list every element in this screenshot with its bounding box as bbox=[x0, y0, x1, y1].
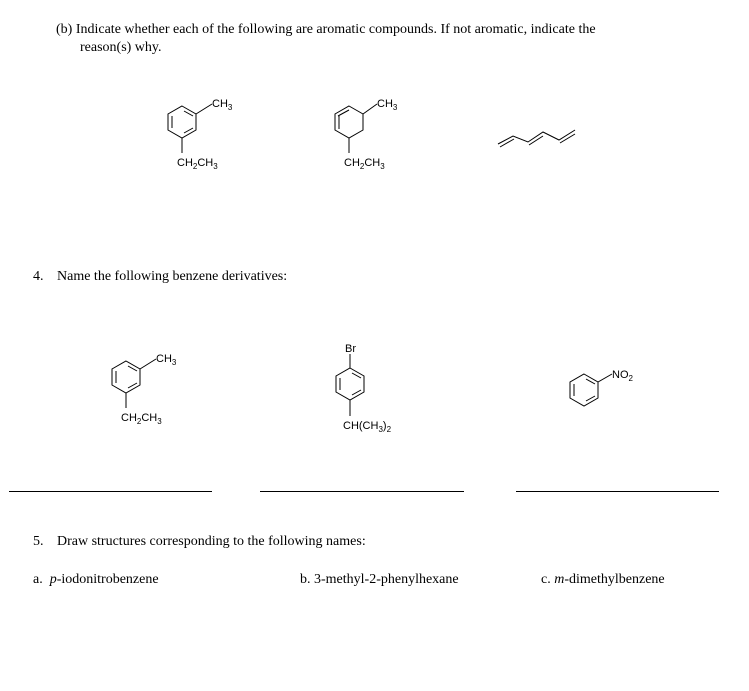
q4-structure-1 bbox=[104, 345, 204, 435]
ethyl-label: $CH_2CH_3$ bbox=[121, 412, 162, 426]
q4-structure-3 bbox=[560, 360, 660, 420]
answer-line-1[interactable] bbox=[9, 491, 212, 492]
bromo-label: Br bbox=[345, 343, 356, 355]
answer-line-2[interactable] bbox=[260, 491, 464, 492]
methyl-label: $CH_3$ bbox=[377, 98, 398, 112]
q5-item-a: a. p-iodonitrobenzene bbox=[33, 572, 159, 587]
methyl-label: $CH_3$ bbox=[156, 353, 177, 367]
q4-number: 4. bbox=[33, 269, 44, 284]
q4-structure-2 bbox=[330, 340, 430, 440]
part-b-line2: reason(s) why. bbox=[80, 40, 162, 55]
nonaromatic-structure-2 bbox=[325, 90, 425, 180]
q5-text: Draw structures corresponding to the following names: bbox=[57, 534, 366, 549]
q5-item-b: b. 3-methyl-2-phenylhexane bbox=[300, 572, 459, 587]
q5-number: 5. bbox=[33, 534, 44, 549]
linear-triene-structure bbox=[495, 120, 590, 160]
aromatic-structure-1 bbox=[160, 90, 260, 180]
q4-text: Name the following benzene derivatives: bbox=[57, 269, 288, 284]
isopropyl-label: $CH(CH_3)_2$ bbox=[343, 420, 392, 434]
part-b-line1: (b) Indicate whether each of the following are aromatic compounds. If not aromatic, indicate the bbox=[56, 22, 596, 37]
ethyl-label: $CH_2CH_3$ bbox=[177, 157, 218, 171]
methyl-label: $CH_3$ bbox=[212, 98, 233, 112]
ethyl-label: $CH_2CH_3$ bbox=[344, 157, 385, 171]
q5-item-c: c. m-dimethylbenzene bbox=[541, 572, 665, 587]
nitro-label: $NO_2$ bbox=[612, 369, 633, 383]
answer-line-3[interactable] bbox=[516, 491, 719, 492]
